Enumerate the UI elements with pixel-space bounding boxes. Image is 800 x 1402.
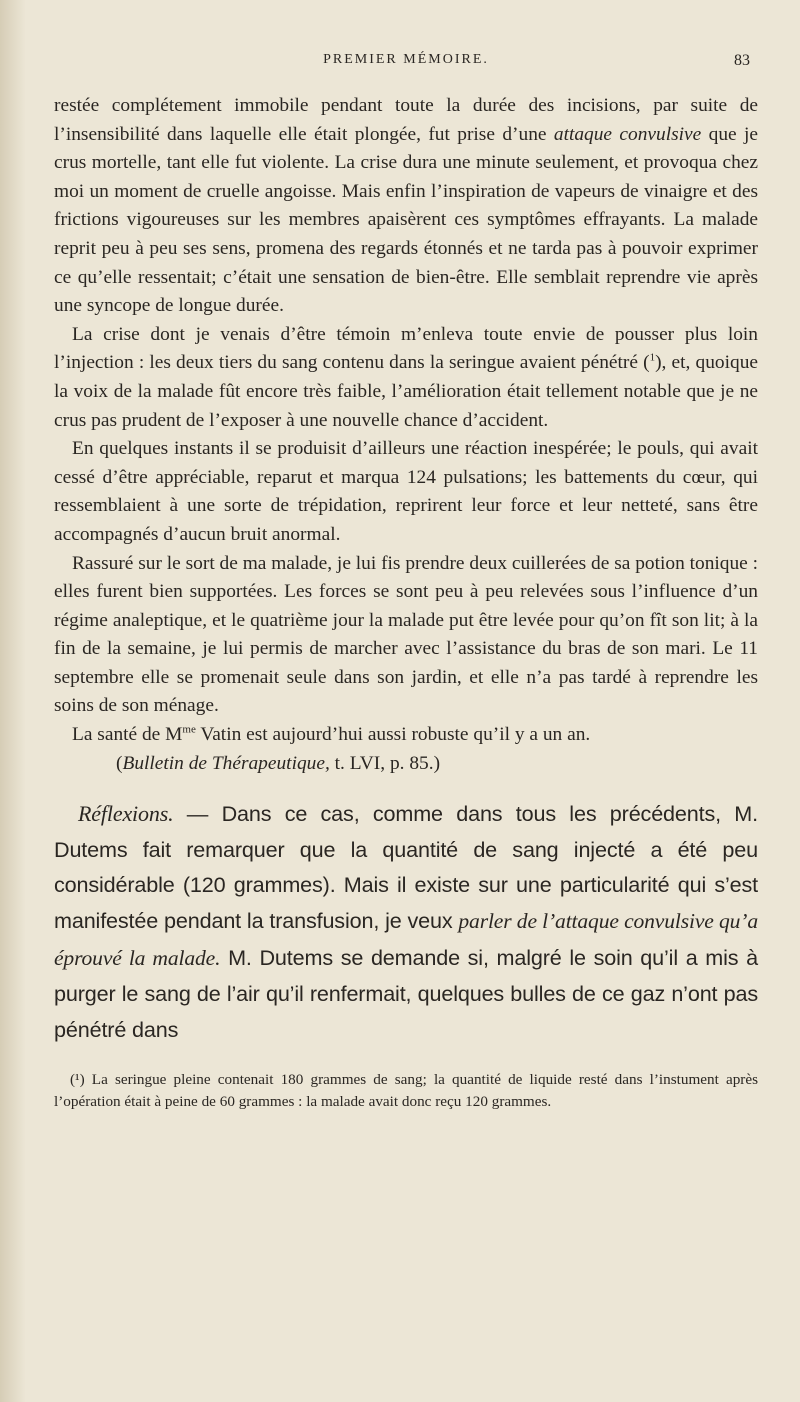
paragraph-2: La crise dont je venais d’être témoin m’enleva toute envie de pousser plus loin l’injection : les deux tiers du sang contenu dans la seringue avaient pénétré ($^1$), et, quoique la voix de la malade fût encore très faible, l’amélioration était tellement notable que je ne crus pas prudent de l’exposer à une nouvelle chance d’accident. <box>54 323 758 431</box>
footnote-text: La seringue pleine contenait 180 grammes de sang; la quantité de liquide resté dans l’instument après l’opération était à peine de 60 grammes : la malade avait donc reçu 120 grammes. <box>54 1071 758 1110</box>
reflexions-section <box>54 796 758 1047</box>
footnote-marker: (¹) <box>70 1071 85 1089</box>
paragraph-4: Rassuré sur le sort de ma malade, je lui fis prendre deux cuillerées de sa potion tonique : elles furent bien supportées. Les forces se sont peu à peu relevées sous l’influence d’un régime analeptique, et le quatrième jour la malade put être levée pour qu’on fît son lit; à la fin de la semaine, je lui permis de marcher avec l’assistance du bras de son mari. Le 11 septembre elle se promenait seule dans son jardin, et elle n’a pas tardé à reprendre les soins de son ménage. <box>54 552 759 717</box>
source-citation: (Bulletin de Thérapeutique, t. LVI, p. 85.) <box>116 752 441 774</box>
reflexions-heading: Réflexions. <box>78 801 174 827</box>
running-title: PREMIER MÉMOIRE. <box>323 52 489 67</box>
journal-title: Bulletin de Thérapeutique, <box>122 752 330 774</box>
page-number: 83 <box>734 52 750 69</box>
paragraph-3: En quelques instants il se produisit d’ailleurs une réaction inespérée; le pouls, qui avait cessé d’être appréciable, reparut et marqua 124 pulsations; les battements du cœur, qui ressemblaient à une sorte de trépidation, reprirent leur force et leur netteté, sans être accompagnés d’aucun bruit anormal. <box>54 438 758 545</box>
paragraph-1: restée complétement immobile pendant toute la durée des incisions, par suite de l’insensibilité dans laquelle elle était plongée, fut prise d’une attaque convulsive que je crus mortelle, tant elle fut violente. La crise dura une minute seulement, et provoqua chez moi un moment de cruelle angoisse. Mais enfin l’inspiration de vapeurs de vinaigre et des frictions vigoureuses sur les membres apaisèrent ces symptômes effrayants. La malade reprit peu à peu ses sens, promena des regards étonnés et ne tarda pas à pouvoir exprimer ce qu’elle ressentait; c’était une sensation de bien-être. Elle semblait reprendre vie après une syncope de longue durée. <box>54 95 759 317</box>
superscript-me: me <box>182 723 196 736</box>
reflexions-paragraph: Réflexions. — Dans ce cas, comme dans tous les précédents, M. Dutems fait remarquer que la quantité de sang injecté a été peu considérable (120 grammes). Mais il existe sur une particularité qui s’est manifestée pendant la transfusion, je veux parler de l’attaque convulsive qu’a éprouvé la malade. M. Dutems se demande si, malgré le soin qu’il a mis à purger le sang de l’air qu’il renfermait, quelques bulles de ce gaz n’ont pas pénétré dans <box>54 801 758 1042</box>
footnote-reference: 1 <box>649 351 656 364</box>
paragraph-5: La santé de $M^{me}$ Vatin est aujourd’hui aussi robuste qu’il y a un an. <box>72 723 591 746</box>
emphasis-attaque-convulsive: attaque convulsive <box>553 123 702 145</box>
footnote <box>54 1069 758 1112</box>
running-head <box>54 52 758 76</box>
case-report-text <box>54 92 758 778</box>
reflexions-emphasis: parler de l’attaque convulsive qu’a éprouvé la malade. <box>54 909 758 970</box>
